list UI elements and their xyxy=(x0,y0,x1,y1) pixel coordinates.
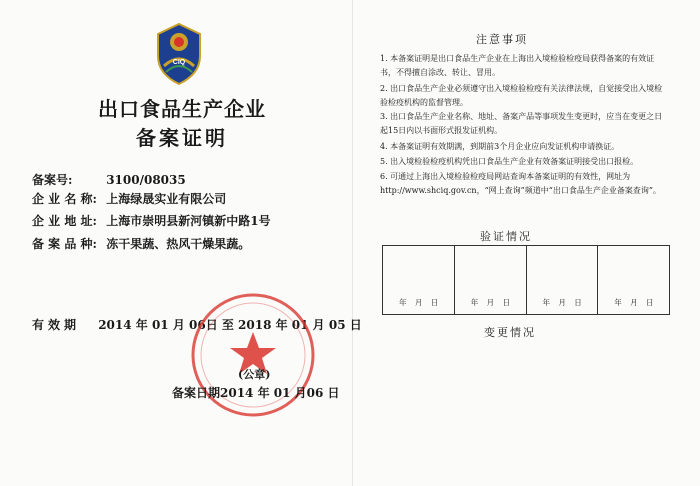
verification-date: 年 月 日 xyxy=(470,298,511,307)
company-address-value: 上海市崇明县新河镇新中路1号 xyxy=(106,214,271,228)
verification-cell xyxy=(455,246,527,314)
company-address-row xyxy=(32,212,271,229)
note-item: 4. 本备案证明有效期满，到期前3个月企业应向发证机构申请换证。 xyxy=(380,142,620,151)
product-variety-row xyxy=(32,235,250,252)
verification-date: 年 月 日 xyxy=(399,298,439,307)
verification-date: 年 月 日 xyxy=(542,298,582,307)
product-variety-value: 冻干果蔬、热风干燥果蔬。 xyxy=(106,237,251,251)
validity-label: 有效期 xyxy=(32,318,81,332)
note-item: 3. 出口食品生产企业名称、地址、备案产品等事项发生变更时，应当在变更之日起15日内以书面形式报发证机构。 xyxy=(380,112,663,135)
changes-title: 变更情况 xyxy=(484,326,536,339)
verification-table xyxy=(382,245,670,315)
company-name-row xyxy=(32,190,226,207)
note-item: 5. 出入境检验检疫机构凭出口食品生产企业有效备案证明接受出口报检。 xyxy=(380,157,639,166)
verification-title: 验证情况 xyxy=(480,230,532,243)
note-item: 1. 本备案证明是出口食品生产企业在上海出入境检验检疫局获得备案的有效证书，不得擅自涂改、转让、冒用。 xyxy=(380,54,655,77)
record-number-row xyxy=(32,171,186,188)
company-name-value: 上海绿晟实业有限公司 xyxy=(106,192,227,206)
note-item: 6. 可通过上海出入境检验检疫局网站查询本备案证明的有效性，网址为 http://www.shciq.gov.cn，“网上查询”频道中“出口食品生产企业备案查询”。 xyxy=(380,172,661,195)
record-number-value: 3100/08035 xyxy=(106,173,186,187)
field-label: 备案号: xyxy=(32,173,73,187)
verification-cell xyxy=(383,246,455,314)
seal-label: (公章) xyxy=(238,368,271,381)
filing-date: 备案日期2014 年 01 月06 日 xyxy=(172,386,340,400)
notes-title: 注意事项 xyxy=(476,33,528,46)
verification-cell xyxy=(527,246,599,314)
validity-value: 2014 年 01 月 06日 至 2018 年 01 月 05 日 xyxy=(98,318,362,332)
field-label: 企 业 名 称: xyxy=(32,192,97,206)
field-label: 企 业 地 址: xyxy=(32,214,97,228)
verification-cell xyxy=(598,246,669,314)
note-item: 2. 出口食品生产企业必须遵守出入境检验检疫有关法律法规，自觉接受出入境检验检疫机构的监督管理。 xyxy=(380,84,663,107)
ciq-emblem-icon xyxy=(152,22,206,86)
certificate-title: 出口食品生产企业 xyxy=(98,97,266,121)
page-fold-divider xyxy=(352,0,353,486)
field-label: 备 案 品 种: xyxy=(32,237,97,251)
certificate-subtitle: 备案证明 xyxy=(136,126,228,150)
emblem-label: CIQ xyxy=(172,59,186,66)
verification-date: 年 月 日 xyxy=(614,298,654,307)
